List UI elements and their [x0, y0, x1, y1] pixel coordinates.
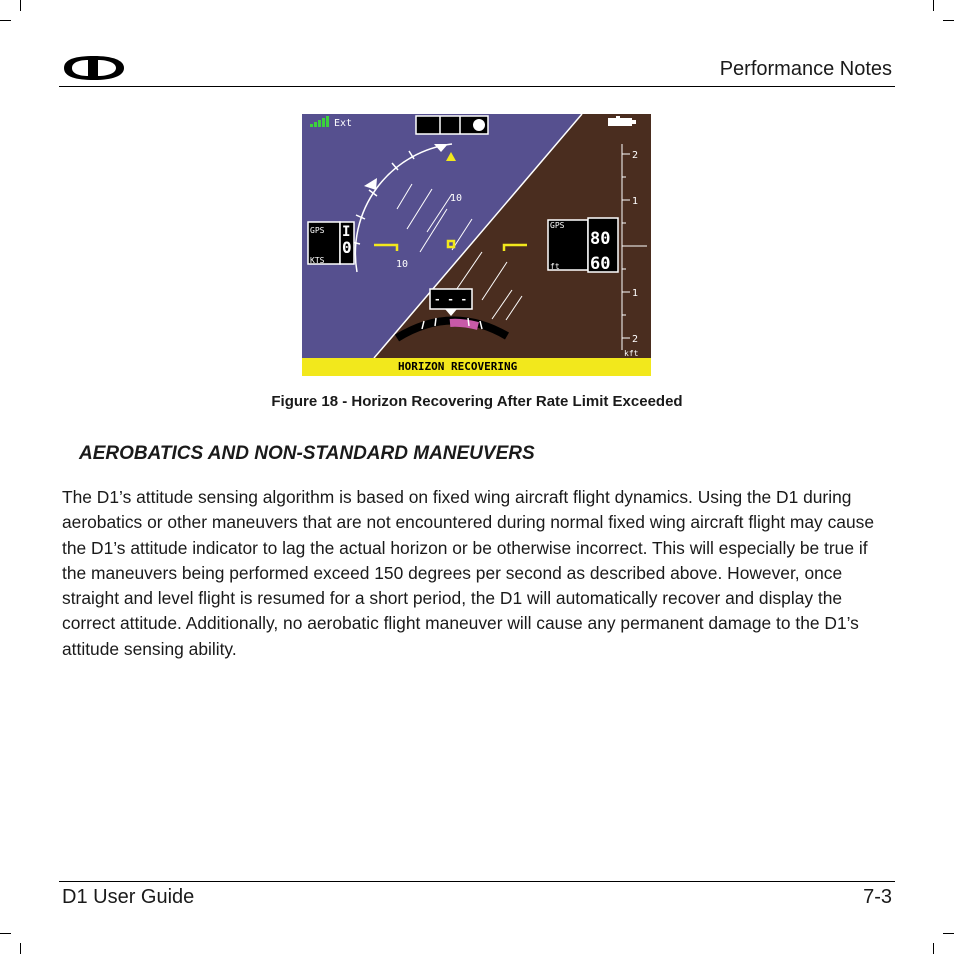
altitude-unit: ft	[550, 262, 560, 271]
crop-mark	[943, 20, 954, 21]
section-body: The D1’s attitude sensing algorithm is based on fixed wing aircraft flight dynamics. Using the D1 during aerobatics or other maneuvers that are not encountered during normal fixed wing aircraft flight may cause the D1’s attitude indicator to lag the actual horizon or be otherwise incorrect. This will especially be true if the maneuvers being performed exceed 150 degrees per second as described above. However, once straight and level flight is resumed for a short period, the D1 will automatically recover and display the correct attitude. Additionally, no aerobatic flight maneuver will cause any permanent damage to the D1’s attitude sensing ability.	[62, 487, 874, 659]
crop-mark	[933, 0, 934, 11]
airspeed-indicator	[308, 222, 354, 265]
dynon-logo-icon	[62, 54, 126, 82]
figure-caption: Figure 18 - Horizon Recovering After Rate Limit Exceeded	[271, 393, 683, 410]
turn-rate-indicator	[450, 323, 478, 326]
crop-mark	[0, 20, 11, 21]
alert-banner-text: HORIZON RECOVERING	[398, 360, 518, 373]
vsi-tick-label: 1	[632, 288, 639, 299]
airspeed-unit: KTS	[310, 256, 325, 265]
vsi-tick-label: 1	[632, 196, 639, 207]
vsi-unit: kft	[624, 349, 639, 358]
crop-mark	[20, 0, 21, 11]
efis-display	[302, 114, 651, 376]
heading-value: - - -	[434, 293, 468, 306]
section-title: AEROBATICS AND NON-STANDARD MANEUVERS	[79, 443, 535, 464]
footer-guide-title: D1 User Guide	[62, 886, 195, 908]
pitch-label-lower: 10	[396, 259, 409, 270]
crop-mark	[943, 933, 954, 934]
vsi-tick-label: 2	[632, 150, 639, 161]
vsi-tick-label: 2	[632, 334, 639, 345]
altitude-value-top: 80	[590, 229, 611, 249]
crop-mark	[0, 933, 11, 934]
footer-rule	[59, 881, 895, 882]
altitude-source: GPS	[550, 221, 565, 230]
page-number: 7-3	[863, 886, 892, 908]
compass-icon	[473, 119, 485, 131]
header-rule	[59, 86, 895, 87]
altimeter	[548, 218, 618, 274]
altitude-value-bottom: 60	[590, 254, 611, 274]
airspeed-digit: 0	[342, 238, 352, 257]
ext-status: Ext	[334, 118, 353, 129]
header-title: Performance Notes	[719, 58, 892, 80]
airspeed-digit-top: I	[342, 224, 351, 240]
crop-mark	[933, 943, 934, 954]
crop-mark	[20, 943, 21, 954]
airspeed-source: GPS	[310, 226, 325, 235]
pitch-label-upper: 10	[450, 193, 463, 204]
